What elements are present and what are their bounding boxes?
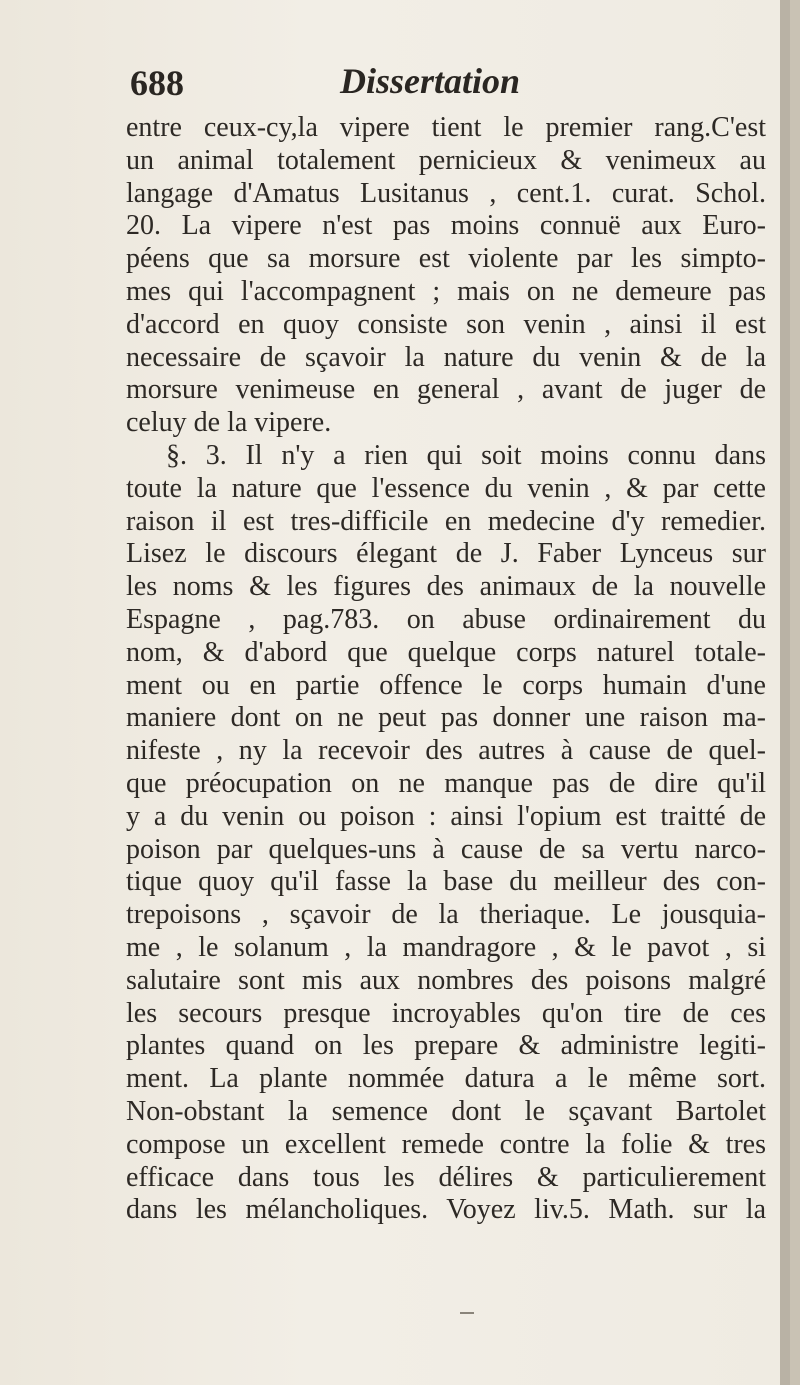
section-start-line: §. 3. Il n'y a rien qui soit moins connu dans xyxy=(166,439,766,471)
text-line: y a du venin ou poison : ainsi l'opium est traitté de xyxy=(126,800,766,832)
page-number: 688 xyxy=(130,63,184,103)
text-line: efficace dans tous les délires & particulierement xyxy=(126,1161,766,1193)
text-line: raison il est tres-difficile en medecine d'y remedier. xyxy=(126,505,766,537)
text-line: nom, & d'abord que quelque corps naturel totale- xyxy=(126,636,766,668)
text-line: un animal totalement pernicieux & venimeux au xyxy=(126,144,766,176)
text-line: maniere dont on ne peut pas donner une raison ma- xyxy=(126,702,766,734)
text-line: d'accord en quoy consiste son venin , ainsi il est xyxy=(126,308,766,340)
text-line: Espagne , pag.783. on abuse ordinairement du xyxy=(126,603,766,635)
page-edge xyxy=(780,0,790,1385)
text-line: dans les mélancholiques. Voyez liv.5. Math. sur la xyxy=(126,1194,766,1226)
text-line: tique quoy qu'il fasse la base du meilleur des con- xyxy=(126,866,766,898)
text-line: trepoisons , sçavoir de la theriaque. Le jousquia- xyxy=(126,899,766,931)
text-line: me , le solanum , la mandragore , & le pavot , si xyxy=(126,931,766,963)
text-line: langage d'Amatus Lusitanus , cent.1. curat. Schol. xyxy=(126,177,766,209)
text-line: 20. La vipere n'est pas moins connuë aux Euro- xyxy=(126,210,766,242)
text-line: salutaire sont mis aux nombres des poisons malgré xyxy=(126,964,766,996)
text-line: ment. La plante nommée datura a le même sort. xyxy=(126,1063,766,1095)
body-text xyxy=(126,112,766,1227)
text-line: ment ou en partie offence le corps humain d'une xyxy=(126,669,766,701)
text-line: nifeste , ny la recevoir des autres à cause de quel- xyxy=(126,735,766,767)
running-title: Dissertation xyxy=(340,61,521,101)
text-line: Non-obstant la semence dont le sçavant Bartolet xyxy=(126,1095,766,1127)
text-line: morsure venimeuse en general , avant de juger de xyxy=(126,374,766,406)
page-header xyxy=(122,58,682,108)
text-line: compose un excellent remede contre la folie & tres xyxy=(126,1128,766,1160)
text-line: les noms & les figures des animaux de la nouvelle xyxy=(126,571,766,603)
text-line: péens que sa morsure est violente par les simpto- xyxy=(126,243,766,275)
text-line: Lisez le discours élegant de J. Faber Lynceus sur xyxy=(126,538,766,570)
text-line: les secours presque incroyables qu'on tire de ces xyxy=(126,997,766,1029)
text-line: poison par quelques-uns à cause de sa vertu narco- xyxy=(126,833,766,865)
page-blemish xyxy=(460,1312,474,1314)
text-line: entre ceux-cy,la vipere tient le premier rang.C'est xyxy=(126,112,766,143)
text-line: que préocupation on ne manque pas de dire qu'il xyxy=(126,767,766,799)
text-line: mes qui l'accompagnent ; mais on ne demeure pas xyxy=(126,275,766,307)
text-line: necessaire de sçavoir la nature du venin & de la xyxy=(126,341,766,373)
text-line: toute la nature que l'essence du venin , & par cette xyxy=(126,472,766,504)
text-line: plantes quand on les prepare & administre legiti- xyxy=(126,1030,766,1062)
text-line: celuy de la vipere. xyxy=(126,407,332,439)
